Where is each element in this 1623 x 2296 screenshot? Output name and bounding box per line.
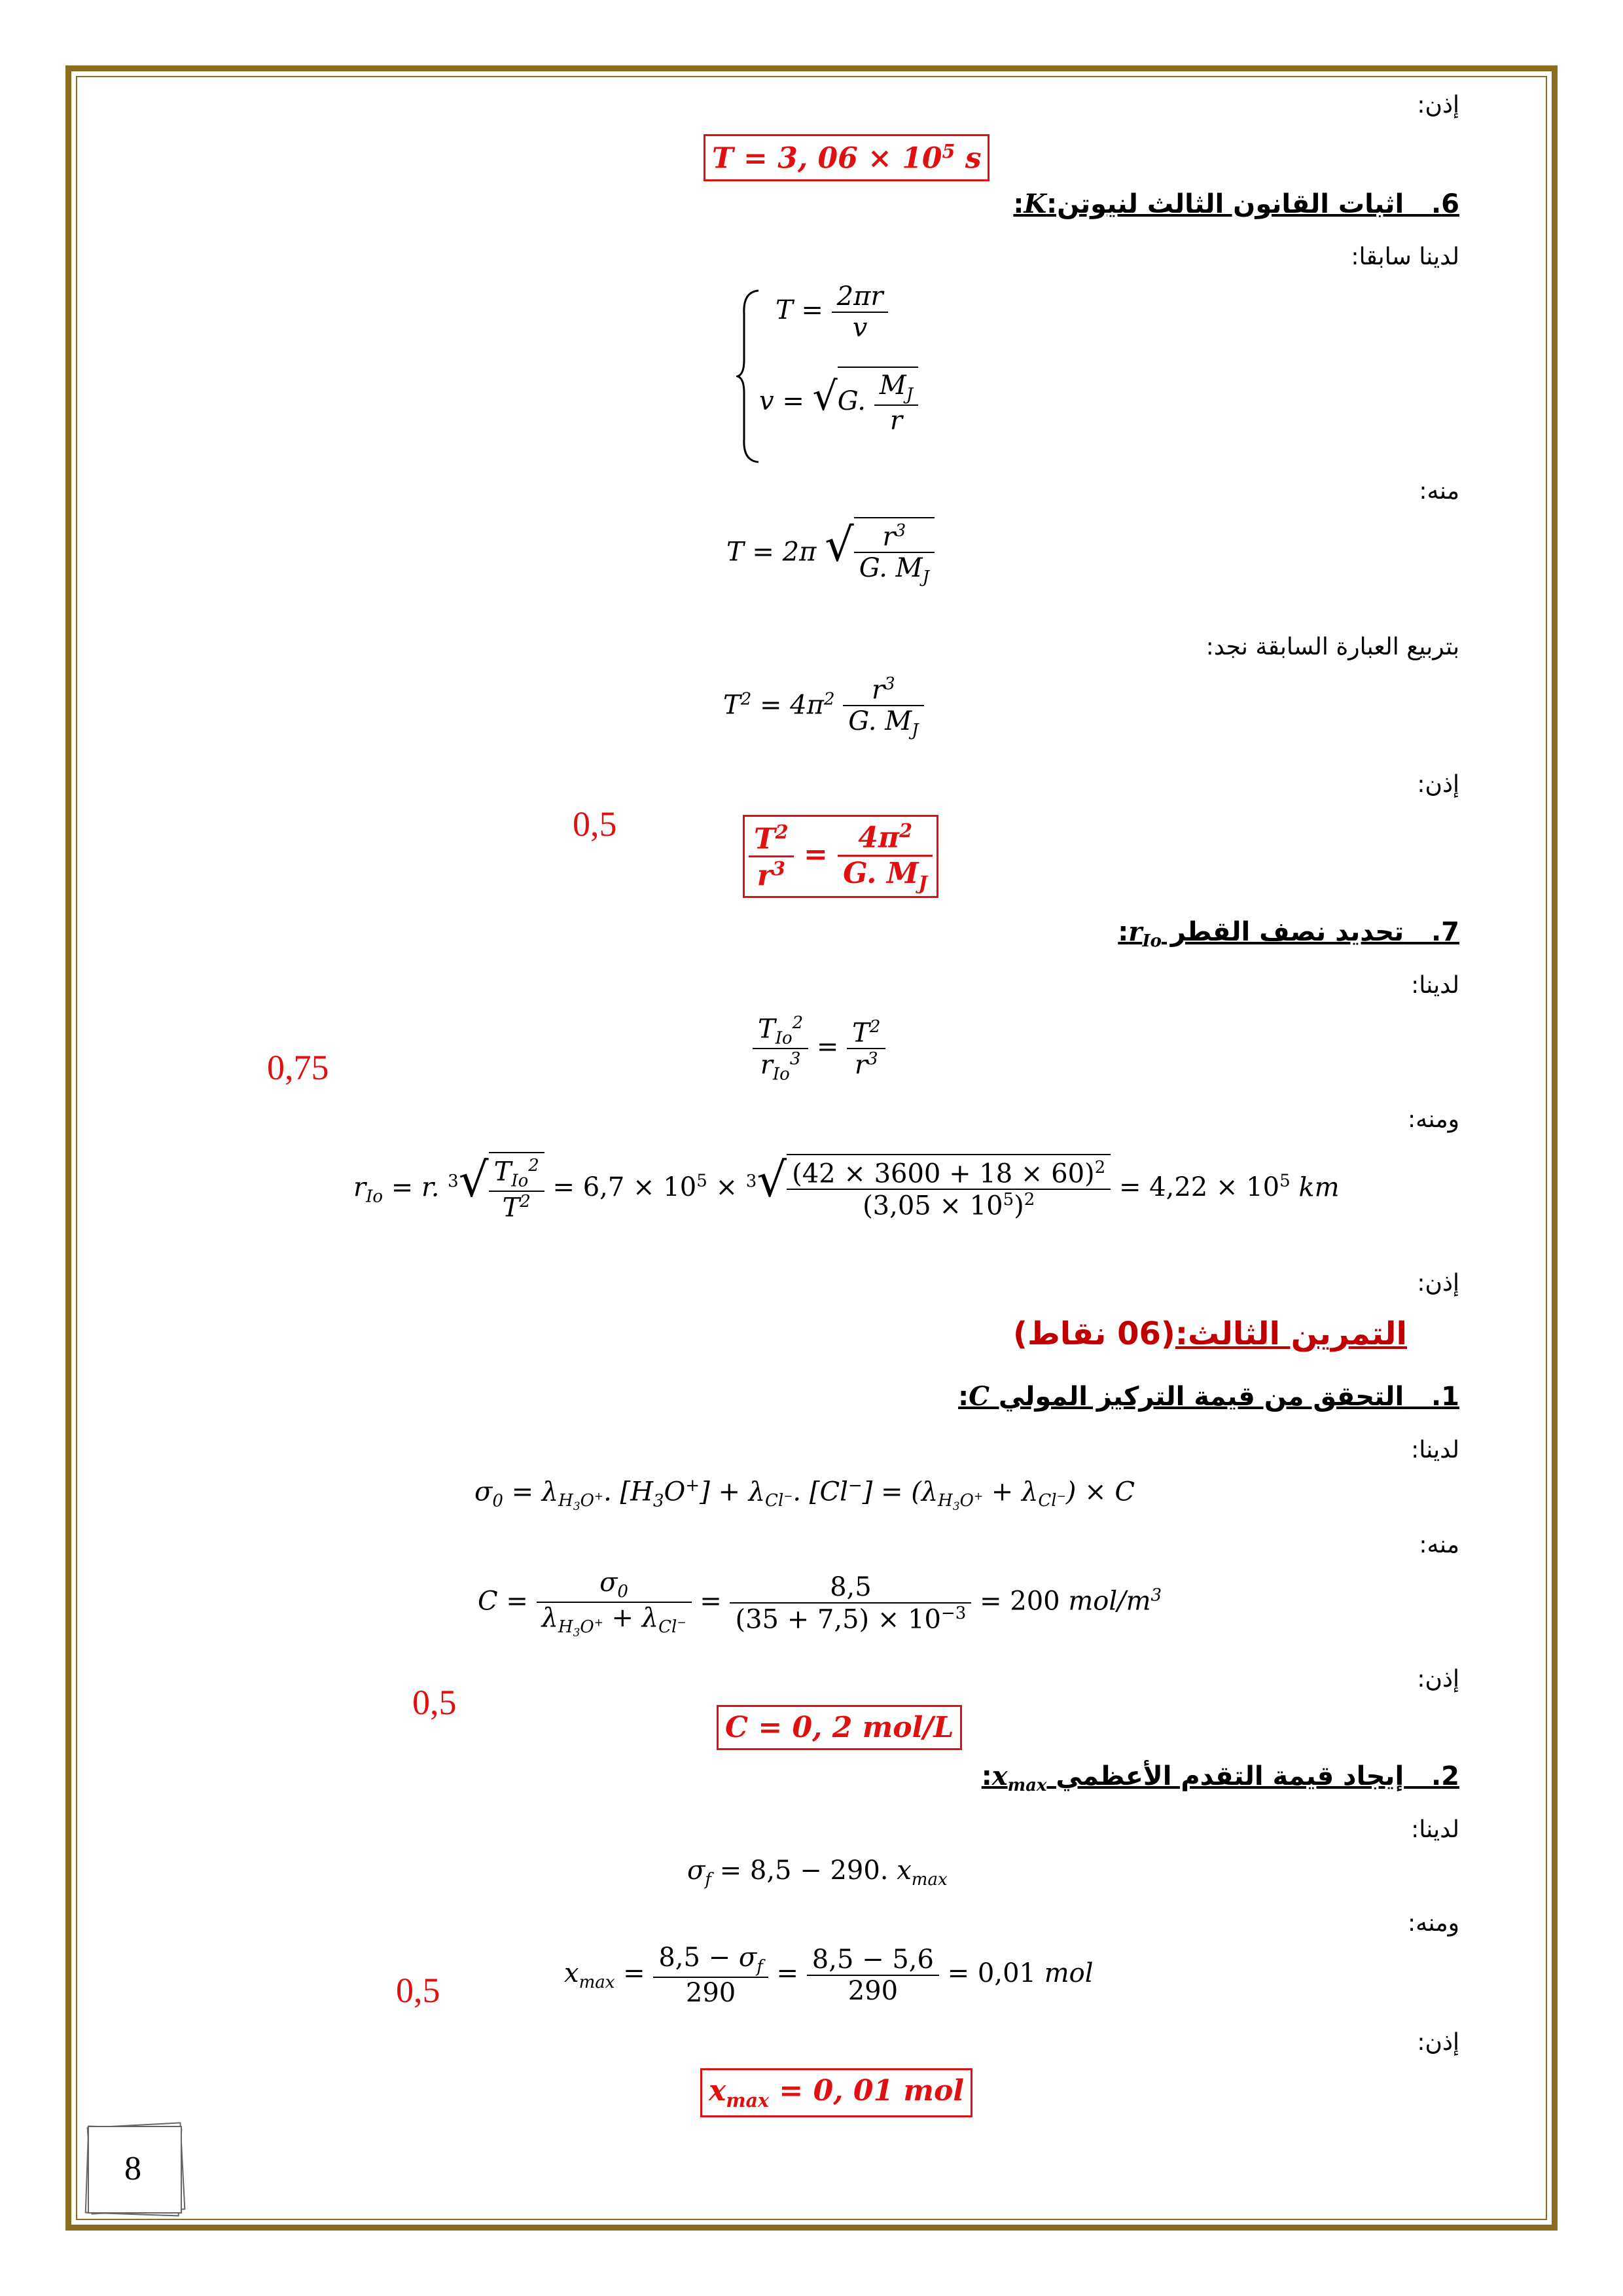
and-from-label: ومنه: xyxy=(1408,1106,1459,1133)
result-kepler-law: $\frac{T^2}{r^3}$ = $\frac{4\pi^2}{G. M_J}$ xyxy=(743,815,938,898)
from-it-label: منه: xyxy=(1419,478,1459,505)
system-brace xyxy=(736,288,762,465)
squaring-label: بتربيع العبارة السابقة نجد: xyxy=(1205,634,1459,660)
section-7-heading: 7. تحديد نصف القطر $r_{Io}$: xyxy=(1118,916,1459,951)
eq-final-conductivity: $\sigma_f = 8,5 - 290$. $x_{max}$ xyxy=(687,1856,948,1890)
then-label-q1: إذن: xyxy=(1417,1666,1459,1693)
previously-label: لدينا سابقا: xyxy=(1351,243,1459,270)
result-xmax: $x_{max} = 0$, 01 mol xyxy=(700,2068,972,2117)
score-badge: 0,75 xyxy=(267,1048,329,1087)
question-1-heading: 1. التحقق من قيمة التركيز المولي C: xyxy=(958,1381,1459,1412)
result-period: T = 3, $06 \times 10^5$ s xyxy=(704,134,990,181)
exercise-3-label: التمرين الثالث: xyxy=(1175,1316,1407,1352)
score-badge: 0,5 xyxy=(573,804,617,844)
eq-conductivity: $\sigma_0 = \lambda_{H_3O^+}$. $[H_3O^+] + \lambda_{Cl^-}$. $[Cl^-] = (\lambda_{H_3O^+} + \lambda_{Cl^-}) \times C$ xyxy=(474,1476,1135,1513)
eq-period-squared: $T^2 = 4\pi^2$ $\frac{r^3}{G. M_J}$ xyxy=(723,674,924,740)
then-label-6: إذن: xyxy=(1417,771,1459,798)
score-badge: 0,5 xyxy=(396,1971,440,2010)
then-label-q2: إذن: xyxy=(1417,2029,1459,2056)
eq-radius-io: $r_{Io} = r$. $^3$√ $\frac{T_{Io}^2}{T^2}$ = $6,7 \times 10^5 \times ^3√$ $\frac{(42 \times 3600 + 18 \times 60)^2}{(3,05 \times 10^5)^2}$ = $4,22 \times 10^5$ km xyxy=(353,1152,1340,1223)
eq-velocity-def: v = √G. $\frac{M_J}{r}$ xyxy=(759,367,918,436)
eq-period-def: T = $\frac{2\pi r}{v}$ xyxy=(776,281,888,343)
then-label: إذن: xyxy=(1417,92,1459,118)
eq-xmax: $x_{max}$ = $\frac{8,5 - \sigma_f}{290}$ = $\frac{8,5 - 5,6}{290}$ = 0,01 mol xyxy=(564,1943,1094,2008)
eq-concentration: C = $\frac{\sigma_0}{\lambda_{H_3O^+} + \lambda_{Cl^-}}$ = $\frac{8,5}{(35 + 7,5) \times 10^{-3}}$ = 200 mol/$m^3$ xyxy=(478,1568,1162,1640)
page-number: 8 xyxy=(124,2150,141,2187)
we-have-label: لدينا: xyxy=(1411,1437,1459,1463)
eq-kepler-ratio: $\frac{T_{Io}^2}{r_{Io}^3}$ = $\frac{T^2}{r^3}$ xyxy=(753,1013,885,1085)
score-badge: 0,5 xyxy=(412,1683,457,1722)
we-have-label: لدينا: xyxy=(1411,1816,1459,1843)
exercise-3-points: (06 نقاط) xyxy=(1013,1316,1175,1352)
from-it-label: منه: xyxy=(1419,1532,1459,1558)
we-have-label: لدينا: xyxy=(1411,972,1459,999)
then-label-7: إذن: xyxy=(1417,1270,1459,1297)
page-number-box xyxy=(84,2121,188,2219)
result-concentration: C = 0, 2 mol/L xyxy=(717,1705,962,1750)
exercise-3-title xyxy=(1013,1316,1407,1352)
and-from-label: ومنه: xyxy=(1408,1910,1459,1937)
section-6-heading: 6. اثبات القانون الثالث لنيوتن:K: xyxy=(1013,188,1459,219)
question-2-heading: 2. إيجاد قيمة التقدم الأعظمي $x_{max}$: xyxy=(981,1761,1459,1795)
eq-period-sqrt: T = 2π √ $\frac{r^3}{G. M_J}$ xyxy=(726,517,935,587)
